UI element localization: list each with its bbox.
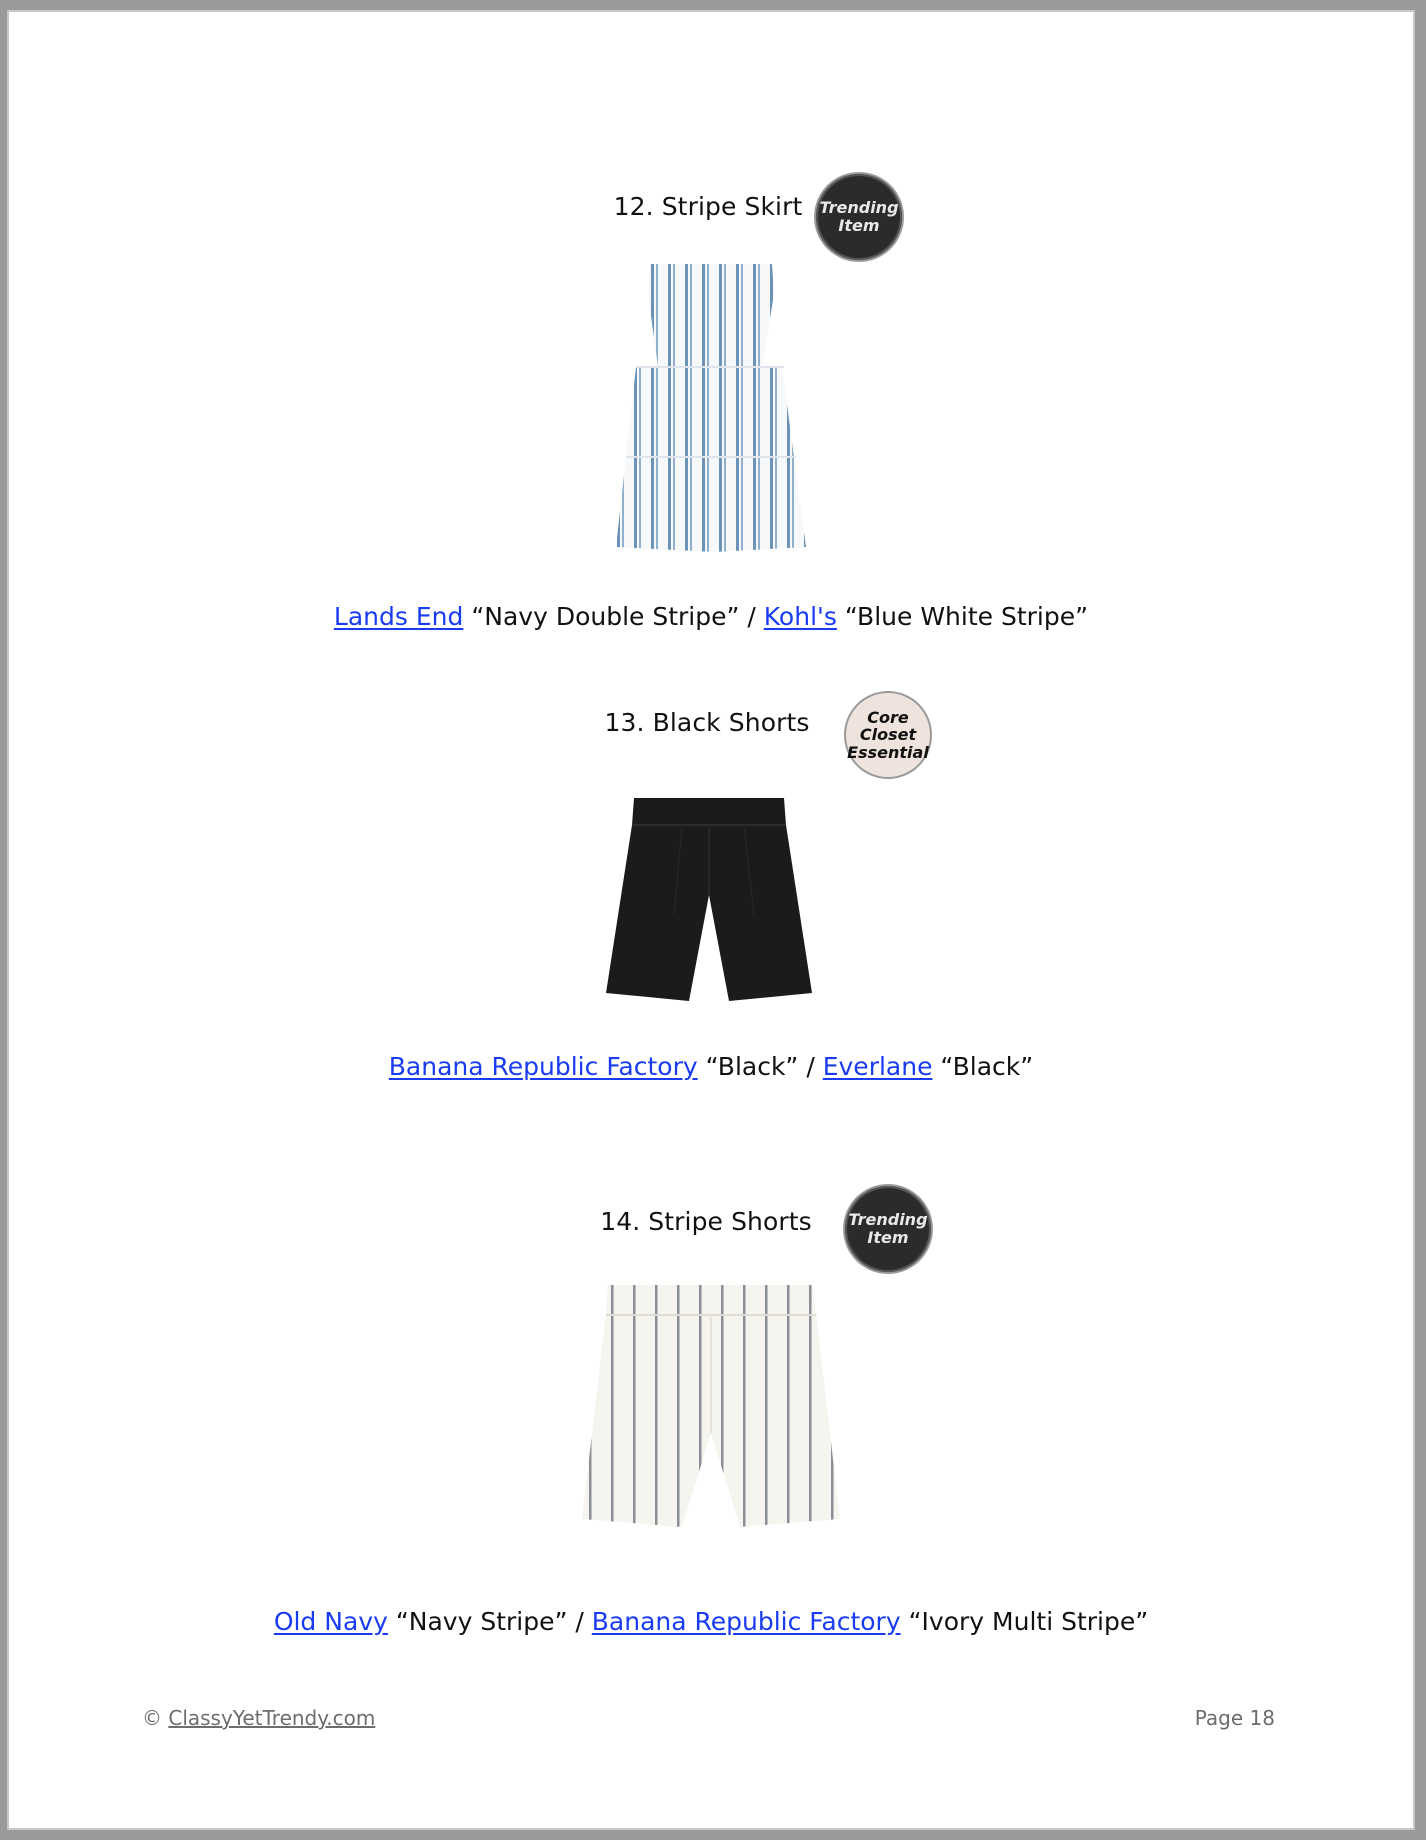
badge-text: Item bbox=[838, 216, 880, 235]
trending-item-badge bbox=[816, 174, 902, 260]
footer-copyright bbox=[142, 1706, 375, 1730]
core-closet-essential-badge bbox=[846, 693, 930, 777]
separator: / bbox=[567, 1607, 592, 1636]
color-name: “Black” bbox=[705, 1052, 799, 1081]
item-title: 12. Stripe Skirt bbox=[613, 192, 803, 221]
store-link[interactable]: Banana Republic Factory bbox=[591, 1607, 901, 1636]
source-links bbox=[9, 602, 1413, 631]
page-number: Page 18 bbox=[1194, 1706, 1275, 1730]
badge-text: Item bbox=[867, 1228, 909, 1247]
badge-text: Closet bbox=[859, 725, 917, 745]
badge-text: Core bbox=[867, 707, 909, 727]
stripe-skirt-image bbox=[614, 262, 808, 554]
store-link[interactable]: Everlane bbox=[822, 1052, 933, 1081]
item-title: 14. Stripe Shorts bbox=[600, 1207, 812, 1236]
store-link[interactable]: Banana Republic Factory bbox=[388, 1052, 698, 1081]
trending-item-badge bbox=[845, 1186, 931, 1272]
source-links bbox=[9, 1052, 1413, 1081]
black-shorts-image bbox=[604, 795, 814, 1005]
color-name: “Navy Stripe” bbox=[395, 1607, 568, 1636]
color-name: “Navy Double Stripe” bbox=[471, 602, 740, 631]
stripe-shorts-image bbox=[580, 1283, 842, 1529]
separator: / bbox=[739, 602, 764, 631]
badge-text: Essential bbox=[847, 742, 929, 762]
item-title: 13. Black Shorts bbox=[604, 708, 810, 737]
copyright-symbol: © bbox=[142, 1706, 162, 1730]
color-name: “Blue White Stripe” bbox=[844, 602, 1089, 631]
color-name: “Ivory Multi Stripe” bbox=[908, 1607, 1149, 1636]
document-page bbox=[9, 12, 1413, 1828]
badge-text: Trending bbox=[819, 198, 899, 218]
separator: / bbox=[798, 1052, 823, 1081]
store-link[interactable]: Lands End bbox=[333, 602, 464, 631]
store-link[interactable]: Old Navy bbox=[273, 1607, 388, 1636]
store-link[interactable]: Kohl's bbox=[763, 602, 837, 631]
badge-text: Trending bbox=[848, 1210, 928, 1230]
color-name: “Black” bbox=[940, 1052, 1034, 1081]
site-link[interactable]: ClassyYetTrendy.com bbox=[168, 1706, 376, 1730]
source-links bbox=[9, 1607, 1413, 1636]
